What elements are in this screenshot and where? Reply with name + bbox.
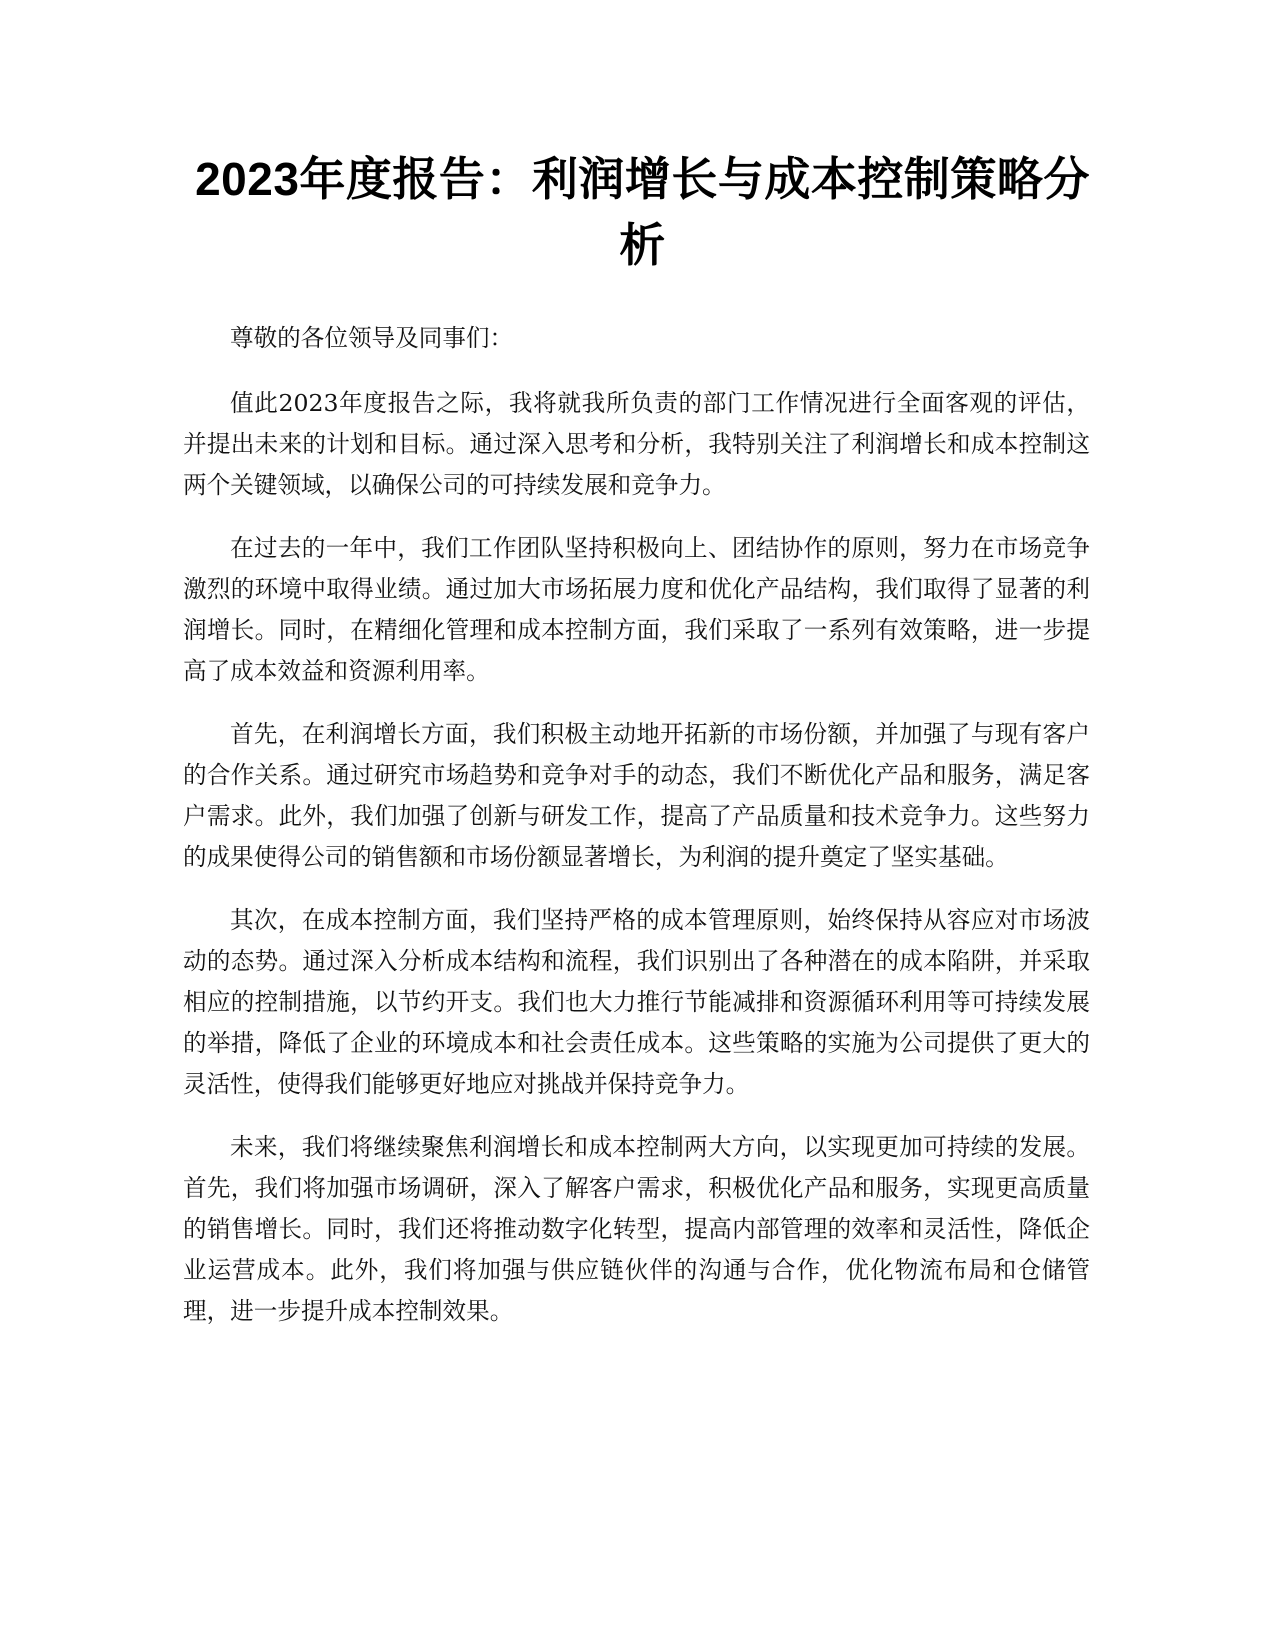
paragraph-future-plans: 未来，我们将继续聚焦利润增长和成本控制两大方向，以实现更加可持续的发展。首先，我们将加强市场调研，深入了解客户需求，积极优化产品和服务，实现更高质量的销售增长。同时，我们还将推动数字化转型，提高内部管理的效率和灵活性，降低企业运营成本。此外，我们将加强与供应链伙伴的沟通与合作，优化物流布局和仓储管理，进一步提升成本控制效果。 <box>183 1133 1090 1325</box>
salutation: 尊敬的各位领导及同事们： <box>230 324 514 352</box>
paragraph-intro: 值此2023年度报告之际，我将就我所负责的部门工作情况进行全面客观的评估，并提出未来的计划和目标。通过深入思考和分析，我特别关注了利润增长和成本控制这两个关键领域，以确保公司的可持续发展和竞争力。 <box>183 389 1090 499</box>
paragraph-profit-growth: 首先，在利润增长方面，我们积极主动地开拓新的市场份额，并加强了与现有客户的合作关系。通过研究市场趋势和竞争对手的动态，我们不断优化产品和服务，满足客户需求。此外，我们加强了创新与研发工作，提高了产品质量和技术竞争力。这些努力的成果使得公司的销售额和市场份额显著增长，为利润的提升奠定了坚实基础。 <box>183 720 1090 871</box>
document-body <box>183 318 1090 1354</box>
paragraph-past-year: 在过去的一年中，我们工作团队坚持积极向上、团结协作的原则，努力在市场竞争激烈的环境中取得业绩。通过加大市场拓展力度和优化产品结构，我们取得了显著的利润增长。同时，在精细化管理和成本控制方面，我们采取了一系列有效策略，进一步提高了成本效益和资源利用率。 <box>183 534 1090 685</box>
document-title: 2023年度报告：利润增长与成本控制策略分析 <box>195 153 1090 271</box>
paragraph-cost-control: 其次，在成本控制方面，我们坚持严格的成本管理原则，始终保持从容应对市场波动的态势。通过深入分析成本结构和流程，我们识别出了各种潜在的成本陷阱，并采取相应的控制措施，以节约开支。我们也大力推行节能减排和资源循环利用等可持续发展的举措，降低了企业的环境成本和社会责任成本。这些策略的实施为公司提供了更大的灵活性，使得我们能够更好地应对挑战并保持竞争力。 <box>183 906 1090 1098</box>
